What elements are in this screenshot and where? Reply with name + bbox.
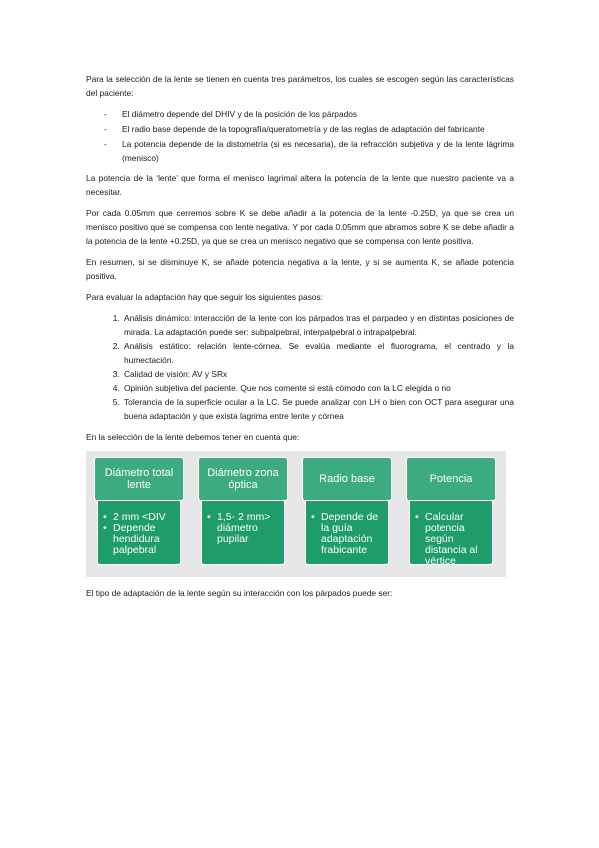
list-item: 2. Análisis estático: relación lente-córnea. Se evalúa mediante el fluorograma, el centrado y la humectación. — [122, 339, 514, 367]
card-potencia — [406, 457, 496, 565]
card-radio-base — [302, 457, 392, 565]
list-item: - El radio base depende de la topografía/queratometría y de las reglas de adaptación del fabricante — [86, 122, 514, 136]
list-item: 1. Análisis dinámico: interacción de la lente con los párpados tras el parpadeo y en distintas posiciones de mirada. La adaptación puede ser: subpalpebral, interpalpebral o intrapalpebral. — [122, 311, 514, 339]
steps-list — [86, 311, 514, 423]
list-item: 4. Opinión subjetiva del paciente. Que nos comente si está cómodo con la LC elegida o no — [122, 381, 514, 395]
summary-paragraph: En resumen, si se disminuye K, se añade potencia negativa a la lente, y si se aumenta K, se añade potencia positiva. — [86, 257, 514, 281]
card-diametro-zona-optica — [198, 457, 288, 565]
card-title: Diámetro total lente — [94, 457, 184, 501]
card-body — [201, 497, 285, 565]
list-item: - El diámetro depende del DHIV y de la posición de los párpados — [86, 107, 514, 121]
menisco-paragraph: La potencia de la ‘lente’ que forma el menisco lagrimal altera la potencia de la lente que nuestro paciente va a necesitar. — [86, 173, 514, 197]
card-bullet: • 2 mm <DIV — [102, 512, 177, 523]
k-adjustment-paragraph: Por cada 0.05mm que cerremos sobre K se debe añadir a la potencia de la lente -0.25D, ya que se crea un menisco positivo que se compensa con lente negativa. Y por cada 0.05mm que abramos sobre K se debe añadir a la potencia de la lente +0.25D, ya que se crea un menisco negativo que se compensa con lente positiva. — [86, 208, 514, 246]
final-paragraph: El tipo de adaptación de la lente según su interacción con los párpados puede ser: — [86, 588, 393, 598]
selection-paragraph: En la selección de la lente debemos tener en cuenta que: — [86, 432, 300, 442]
list-item: 3. Calidad de visión: AV y SRx — [122, 367, 514, 381]
card-title: Diámetro zona óptica — [198, 457, 288, 501]
card-body — [409, 497, 493, 565]
card-diametro-total — [94, 457, 184, 565]
steps-intro-paragraph: Para evaluar la adaptación hay que seguir los siguientes pasos: — [86, 292, 323, 302]
card-body — [97, 497, 181, 565]
card-bullet: • Depende de la guía adaptación frabicante — [310, 512, 385, 556]
list-item: - La potencia depende de la distometría (si es necesaria), de la refracción subjetiva y de la lente lágrima (menisco) — [86, 137, 514, 165]
card-bullet: • Depende hendidura palpebral — [102, 523, 177, 556]
lens-parameters-diagram — [86, 451, 506, 577]
card-title: Radio base — [302, 457, 392, 501]
parameters-list — [86, 107, 514, 165]
card-body — [305, 497, 389, 565]
card-title: Potencia — [406, 457, 496, 501]
card-bullet: • 1,5- 2 mm> diámetro pupilar — [206, 512, 281, 545]
card-bullet: • Calcular potencia según distancia al vértice — [414, 512, 489, 567]
document-content — [86, 72, 514, 607]
list-item: 5. Tolerancia de la superficie ocular a la LC. Se puede analizar con LH o bien con OCT para asegurar una buena adaptación y que exista lagrima entre lente y córnea — [122, 395, 514, 423]
intro-paragraph: Para la selección de la lente se tienen en cuenta tres parámetros, los cuales se escogen según las características del paciente: — [86, 74, 514, 98]
